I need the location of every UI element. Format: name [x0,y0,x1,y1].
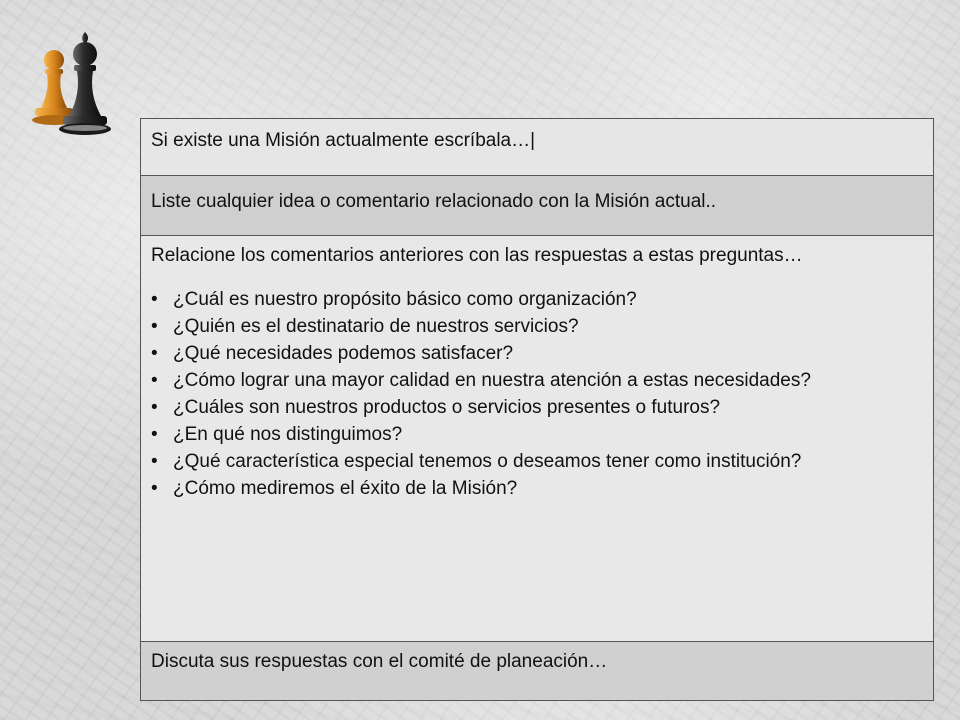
questions-row [141,236,933,642]
question-text: ¿Cuál es nuestro propósito básico como organización? [173,289,637,310]
question-item [151,394,923,421]
bullet: • [151,397,158,418]
question-text: ¿En qué nos distinguimos? [173,424,403,445]
discussion-prompt: Discuta sus respuestas con el comité de planeación… [151,651,608,672]
chess-pawns-icon [28,28,120,138]
question-item [151,367,923,394]
black-pawn-icon [59,32,111,135]
ideas-row [141,176,933,236]
bullet: • [151,343,158,364]
question-text: ¿Quién es el destinatario de nuestros servicios? [173,316,579,337]
question-item [151,475,923,502]
discussion-row [141,642,933,700]
bullet: • [151,451,158,472]
mission-statement-prompt: Si existe una Misión actualmente escríbala…| [151,130,536,151]
question-text: ¿Qué característica especial tenemos o deseamos tener como institución? [173,451,802,472]
question-text: ¿Cuáles son nuestros productos o servicios presentes o futuros? [173,397,721,418]
bullet: • [151,424,158,445]
question-item [151,313,923,340]
question-item [151,421,923,448]
question-item [151,340,923,367]
questions-list [151,286,923,502]
question-item [151,448,923,475]
question-text: ¿Cómo mediremos el éxito de la Misión? [173,478,518,499]
mission-worksheet-table [140,118,934,701]
question-text: ¿Cómo lograr una mayor calidad en nuestra atención a estas necesidades? [173,370,811,391]
bullet: • [151,370,158,391]
gold-pawn-icon [32,50,76,125]
bullet: • [151,316,158,337]
mission-statement-row [141,119,933,176]
bullet: • [151,289,158,310]
bullet: • [151,478,158,499]
question-text: ¿Qué necesidades podemos satisfacer? [173,343,514,364]
questions-intro: Relacione los comentarios anteriores con las respuestas a estas preguntas… [151,245,803,266]
ideas-prompt: Liste cualquier idea o comentario relacionado con la Misión actual.. [151,191,717,212]
question-item [151,286,923,313]
